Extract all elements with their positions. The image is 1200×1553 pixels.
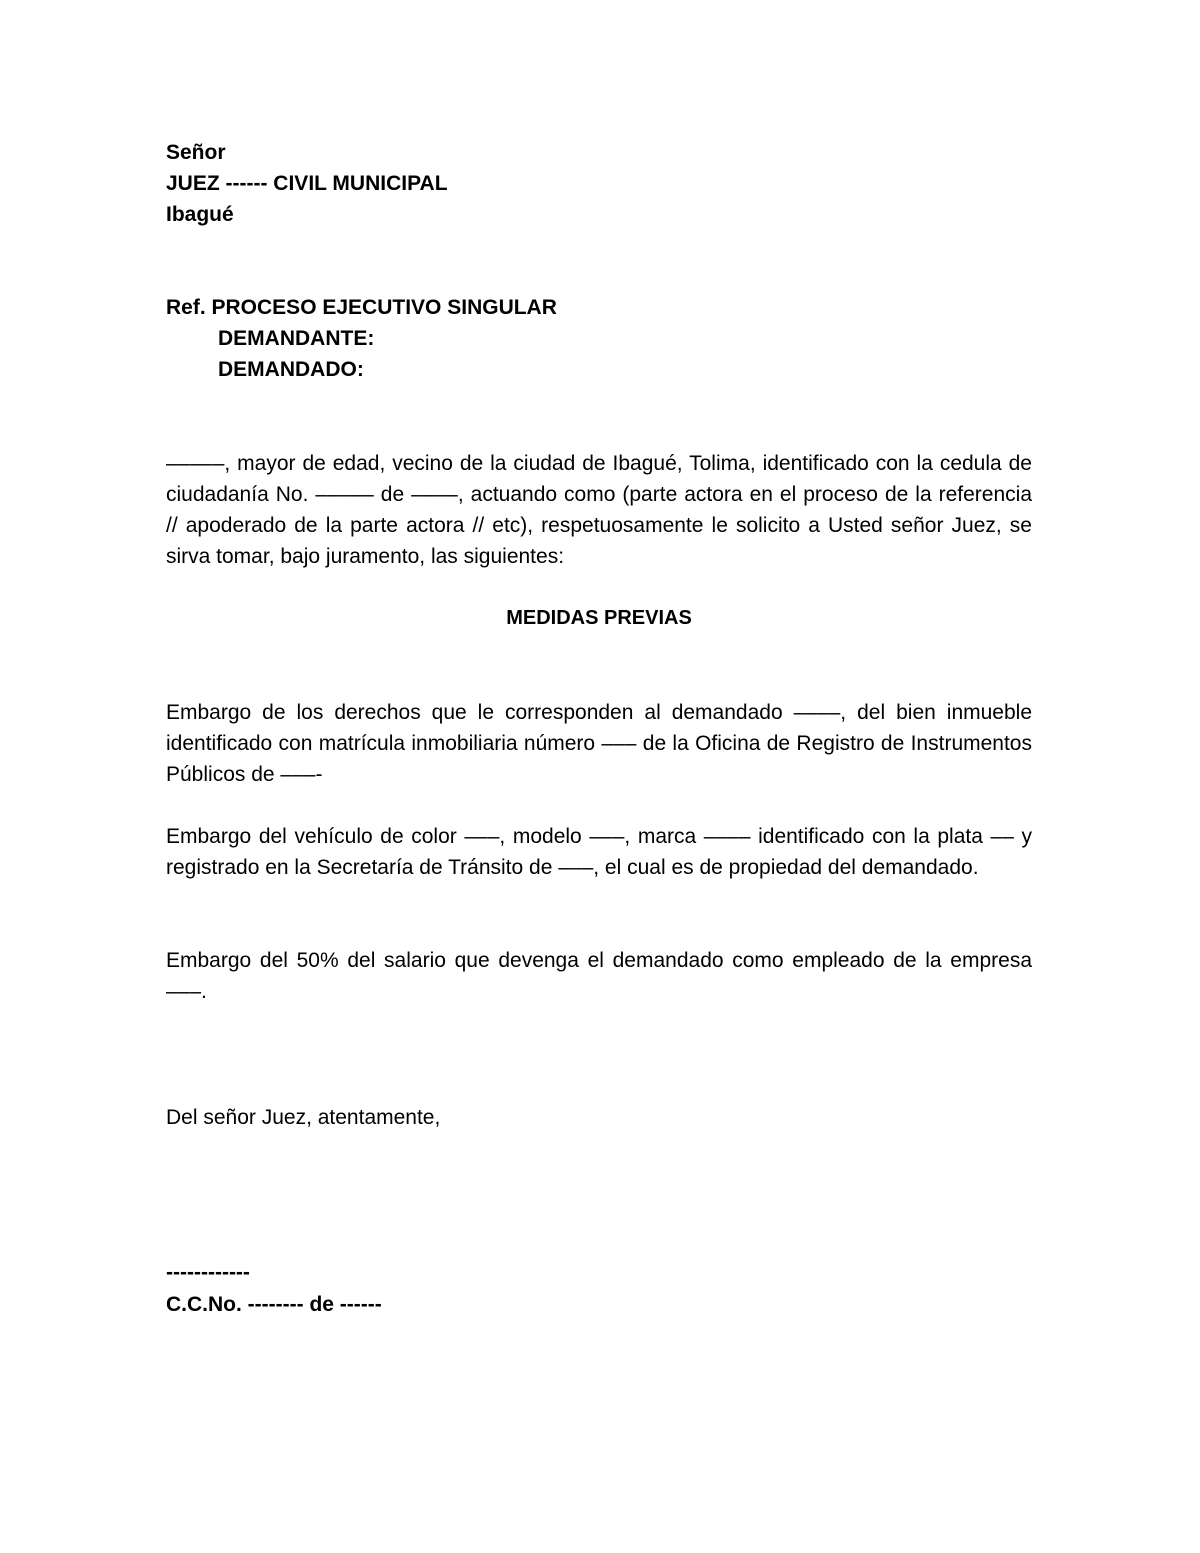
measure-paragraph: Embargo de los derechos que le corresponden al demandado ––––, del bien inmueble identificado con matrícula inmobiliaria número ––– de la Oficina de Registro de Instrumentos Públicos de –––- <box>166 701 1032 786</box>
judge-line: JUEZ ------ CIVIL MUNICIPAL <box>166 172 448 195</box>
city-line: Ibagué <box>166 203 234 226</box>
intro-paragraph: –––––, mayor de edad, vecino de la ciudad de Ibagué, Tolima, identificado con la cedula de ciudadanía No. ––––– de ––––, actuando como (parte actora en el proceso de la referencia // apoderado de la parte actora // etc), respetuosamente le solicito a Usted señor Juez, se sirva tomar, bajo juramento, las siguientes: <box>166 452 1032 568</box>
defendant-label: DEMANDADO: <box>218 358 364 381</box>
salutation: Señor <box>166 141 226 164</box>
measure-paragraph: Embargo del vehículo de color –––, modelo –––, marca –––– identificado con la plata –– y registrado en la Secretaría de Tránsito de –––, el cual es de propiedad del demandado. <box>166 825 1032 879</box>
id-line: C.C.No. -------- de ------ <box>166 1293 382 1316</box>
signature-line: ------------ <box>166 1261 250 1284</box>
measure-paragraph: Embargo del 50% del salario que devenga el demandado como empleado de la empresa –––. <box>166 949 1032 1003</box>
plaintiff-label: DEMANDANTE: <box>218 327 375 350</box>
reference-line: Ref. PROCESO EJECUTIVO SINGULAR <box>166 296 557 319</box>
closing-line: Del señor Juez, atentamente, <box>166 1106 441 1129</box>
section-title: MEDIDAS PREVIAS <box>506 607 692 629</box>
